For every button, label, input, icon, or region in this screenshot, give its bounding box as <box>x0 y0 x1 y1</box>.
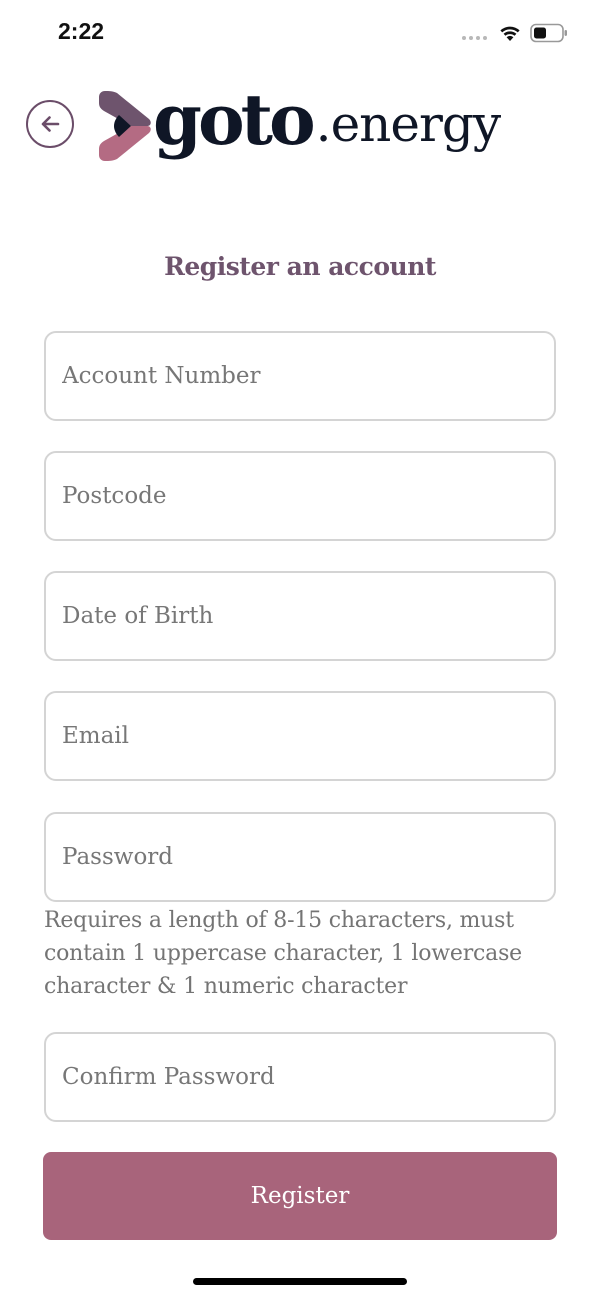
account-number-input[interactable] <box>44 331 556 421</box>
battery-icon <box>530 23 568 43</box>
status-bar <box>0 0 600 64</box>
password-input[interactable] <box>44 812 556 902</box>
date-of-birth-input[interactable] <box>44 571 556 661</box>
status-time: 2:22 <box>58 18 105 44</box>
wifi-icon <box>498 22 522 42</box>
page-title: Register an account <box>164 252 436 281</box>
arrow-left-icon <box>37 111 63 137</box>
header <box>0 80 600 170</box>
home-indicator <box>193 1278 407 1285</box>
signal-dots-icon <box>462 36 487 40</box>
logo-energy-text: .energy <box>315 95 501 153</box>
postcode-input[interactable] <box>44 451 556 541</box>
email-input[interactable] <box>44 691 556 781</box>
back-button[interactable] <box>26 100 74 148</box>
register-button[interactable]: Register <box>43 1152 557 1240</box>
logo-goto-text: goto <box>153 78 312 161</box>
logo-chevron-icon <box>97 89 153 163</box>
password-hint: Requires a length of 8-15 characters, must contain 1 uppercase character, 1 lowercase character & 1 numeric character <box>44 908 522 999</box>
goto-energy-logo <box>97 78 501 166</box>
confirm-password-input[interactable] <box>44 1032 556 1122</box>
